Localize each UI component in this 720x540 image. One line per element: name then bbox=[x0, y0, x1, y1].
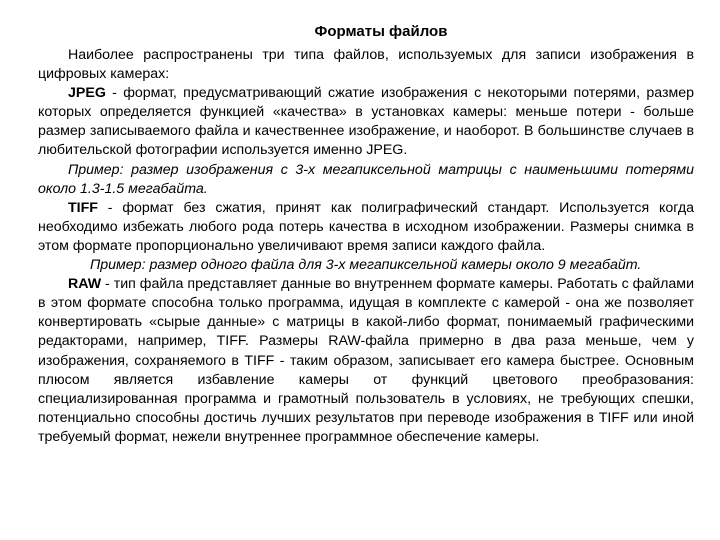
tiff-term: TIFF bbox=[68, 199, 98, 216]
document-title: Форматы файлов bbox=[314, 23, 448, 40]
tiff-paragraph bbox=[38, 199, 694, 256]
intro-paragraph: Наиболее распространены три типа файлов, используемых для записи изображения в цифровых камерах: bbox=[38, 47, 694, 83]
raw-term: RAW bbox=[68, 276, 102, 293]
jpeg-term: JPEG bbox=[68, 85, 106, 102]
jpeg-paragraph bbox=[38, 84, 694, 160]
jpeg-description: - формат, предусматривающий сжатие изображения с некоторыми потерями, размер которых определяется функцией «качества» в установках камеры: меньше потери - больше размер записываемого файла и качественнее изображение, и наоборот. В большинстве случаев в любительской фотографии используется именно JPEG. bbox=[38, 85, 694, 159]
tiff-example: Пример: размер одного файла для 3-х мегапиксельной камеры около 9 мегабайт. bbox=[90, 257, 642, 274]
raw-description: - тип файла представляет данные во внутреннем формате камеры. Работать с файлами в этом формате способна только программа, идущая в комплекте с камерой - она же позволяет конвертировать «сырые данные» с матрицы в какой-либо формат, понимаемый графическими редакторами, например, TIFF. Размеры RAW-файла примерно в два раза меньше, чем у изображения, сохраняемого в TIFF - таким образом, записывает его камера быстрее. Основным плюсом является избавление камеры от функций цветового преобразования: специализированная программа и грамотный пользователь в условиях, не требующих спешки, потенциально способны достичь лучших результатов при переводе изображения в TIFF или иной требуемый формат, нежели внутреннее программное обеспечение камеры. bbox=[38, 276, 694, 445]
tiff-description: - формат без сжатия, принят как полиграфический стандарт. Используется когда необходимо избежать любого рода потерь качества в исходном изображении. Размеры снимка в этом формате пропорционально увеличивают время записи каждого файла. bbox=[38, 199, 694, 254]
raw-paragraph bbox=[38, 275, 694, 447]
document-page bbox=[38, 22, 694, 447]
jpeg-example: Пример: размер изображения с 3-х мегапиксельной матрицы с наименьшими потерями около 1.3-1.5 мегабайта. bbox=[38, 161, 694, 197]
